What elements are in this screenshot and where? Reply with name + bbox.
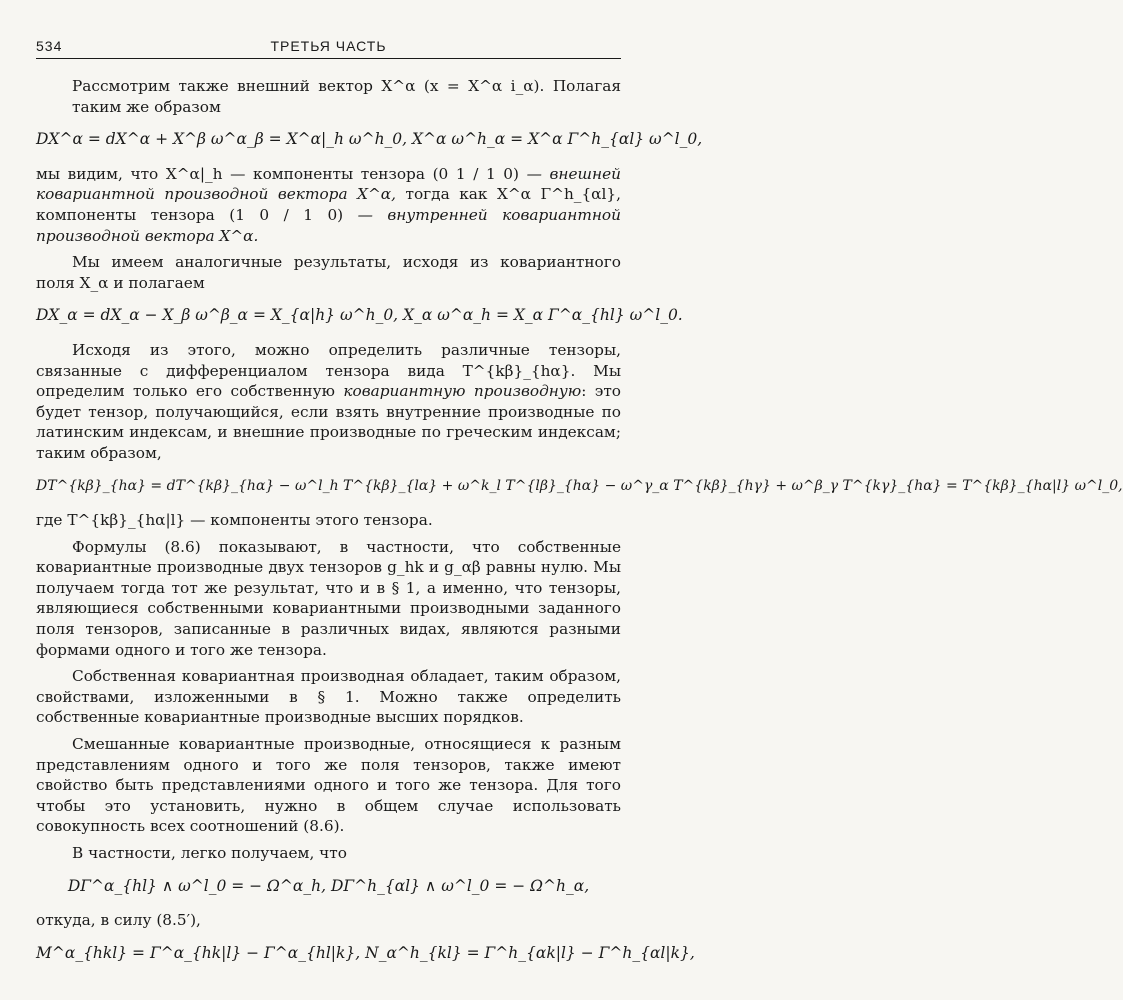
matrix-10-10: (1 0 / 1 0) [229,205,344,224]
paragraph-4-text-c: : это будет тензор, получающийся, если взять внутренние производные по латинским индексам, и внешние производные по греческим индексам; таким образом, [36,382,621,462]
running-header [36,38,621,54]
page-body [36,76,1123,977]
external-derivative-term: — внешней ковариантной производной вектора X^α, [36,164,621,204]
formula-1: DX^α = dX^α + X^β ω^α_β = X^α|_h ω^h_0, X^α ω^h_α = X^α Γ^h_{αl} ω^l_0, [36,130,703,149]
paragraph-7: Собственная ковариантная производная обладает, таким образом, свойствами, изложенными в § 1. Можно также определить собственные ковариантные производные высших порядков. [36,667,621,727]
paragraph-4 [36,340,621,464]
matrix-01-10: (0 1 / 1 0) [432,164,519,183]
paragraph-2 [36,164,621,246]
paragraph-3: Мы имеем аналогичные результаты, исходя из ковариантного поля X_α и полагаем [36,253,621,292]
page-number: 534 [36,38,63,54]
running-title: ТРЕТЬЯ ЧАСТЬ [270,38,387,54]
paragraph-10: откуда, в силу (8.5′), [36,911,201,930]
formula-2: DX_α = dX_α − X_β ω^β_α = X_{α|h} ω^h_0, X_α ω^α_h = X_α Γ^α_{hl} ω^l_0. [36,306,683,325]
internal-derivative-term: — внутренней ковариантной производной вектора X^α. [36,205,621,245]
formula-4: DΓ^α_{hl} ∧ ω^l_0 = − Ω^α_h, DΓ^h_{αl} ∧ ω^l_0 = − Ω^h_α, [67,876,590,895]
paragraph-8: Смешанные ковариантные производные, относящиеся к разным представлениям одного и того же поля тензоров, также имеют свойство быть представлениями одного и того же тензора. Для того чтобы это установить, нужно в общем случае использовать совокупность всех соотношений (8.6). [36,735,621,836]
paragraph-2-text-a: мы видим, что X^α|_h — компоненты тензора [36,164,425,183]
header-rule [36,58,621,59]
paragraph-5: где T^{kβ}_{hα|l} — компоненты этого тензора. [36,511,433,530]
paragraph-4-text-a: Исходя из этого, можно определить различные тензоры, связанные с дифференциалом тензора вида T^{kβ}_{hα}. Мы определим только его собственную [36,340,621,401]
paragraph-2-text-c: тогда как X^α Γ^h_{αl}, компоненты тензора [36,185,621,224]
formula-3: DT^{kβ}_{hα} = dT^{kβ}_{hα} − ω^l_h T^{kβ}_{lα} + ω^k_l T^{lβ}_{hα} − ω^γ_α T^{kβ}_{hγ} + ω^β_γ T^{kγ}_{hα} = T^{kβ}_{hα|l} ω^l_0, [36,477,1123,494]
formula-5: M^α_{hkl} = Γ^α_{hk|l} − Γ^α_{hl|k}, N_α^h_{kl} = Γ^h_{αk|l} − Γ^h_{αl|k}, [36,943,695,962]
paragraph-1: Рассмотрим также внешний вектор X^α (x = X^α i_α). Полагая таким же образом [72,77,621,116]
paragraph-9: В частности, легко получаем, что [72,844,347,862]
covariant-derivative-term: ковариантную производную [343,382,582,401]
paragraph-6: Формулы (8.6) показывают, в частности, что собственные ковариантные производные двух тензоров g_hk и g_αβ равны нулю. Мы получаем тогда тот же результат, что и в § 1, а именно, что тензоры, являющиеся собственными ковариантными производными заданного поля тензоров, записанные в различных видах, являются разными формами одного и того же тензора. [36,537,621,659]
